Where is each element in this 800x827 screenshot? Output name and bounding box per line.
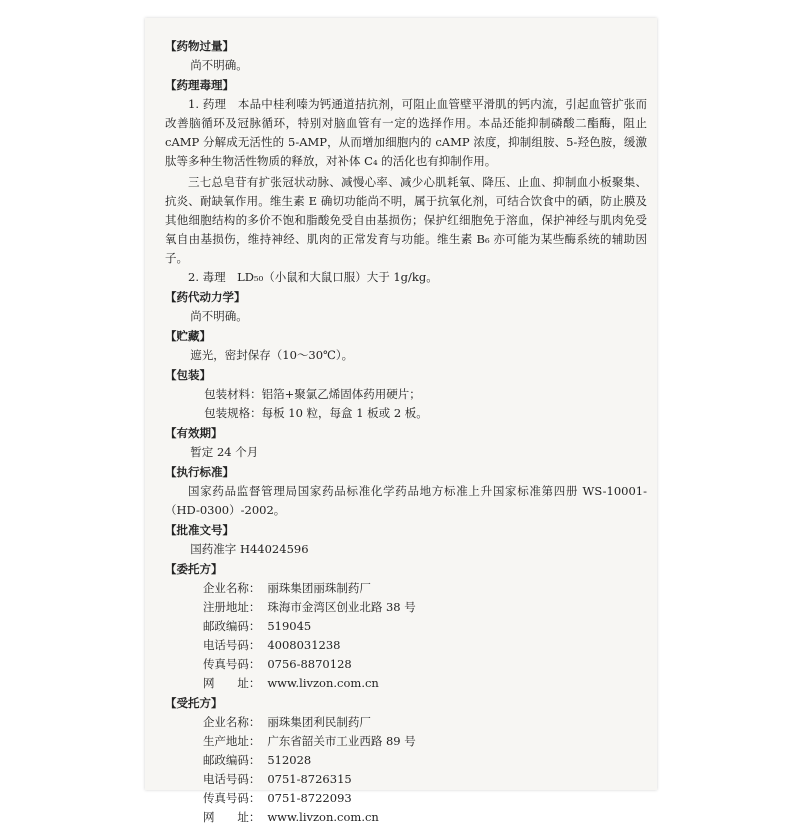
entrusted-party-heading: 【受托方】 [165,696,223,710]
storage-text: 遮光，密封保存（10～30℃）。 [190,348,354,362]
field-label: 企业名称： [202,581,261,595]
field-label: 电话号码： [202,772,261,786]
field-label: 注册地址： [202,600,261,614]
field-label: 传真号码： [202,657,261,671]
pharmacology-paragraph-1: 1. 药理 本品中桂利嗪为钙通道拮抗剂，可阻止血管壁平滑肌的钙内流，引起血管扩张而改善脑循环及冠脉循环，特别对脑血管有一定的选择作用。本品还能抑制磷酸二酯酶，阻止 cAMP 分解成无活性的 5-AMP，从而增加细胞内的 cAMP 浓度，抑制组胺、5-羟色胺，缓激肽等多种生物活性物质的释放，对补体 C₄ 的活化也有抑制作用。 [165,97,647,168]
field-label: 邮政编码： [202,619,261,633]
field-label: 生产地址： [202,734,261,748]
field-label: 企业名称： [202,715,261,729]
pharmacokinetics-heading: 【药代动力学】 [165,290,246,304]
postcode: 512028 [267,753,312,767]
website: www.livzon.com.cn [267,676,379,690]
validity-heading: 【有效期】 [165,426,223,440]
entrusting-company-row [165,579,647,598]
toxicology-paragraph: 2. 毒理 LD₅₀（小鼠和大鼠口服）大于 1g/kg。 [188,270,438,284]
fax-number: 0751-8722093 [267,791,352,805]
pharmacology-heading: 【药理毒理】 [165,78,234,92]
overdose-heading: 【药物过量】 [165,39,234,53]
entrusting-party-heading: 【委托方】 [165,562,223,576]
leaflet-content [165,36,647,827]
entrusting-phone-row [165,636,647,655]
entrusted-website-row [165,808,647,827]
approval-heading: 【批准文号】 [165,523,234,537]
entrusted-phone-row [165,770,647,789]
company-name: 丽珠集团利民制药厂 [267,715,371,729]
entrusting-postcode-row [165,617,647,636]
pharmacology-paragraph-2: 三七总皂苷有扩张冠状动脉、减慢心率、减少心肌耗氧、降压、止血、抑制血小板聚集、抗炎、耐缺氧作用。维生素 E 确切功能尚不明，属于抗氧化剂，可结合饮食中的硒，防止膜及其他细胞结构的多价不饱和脂酸免受自由基损伤；保护红细胞免于溶血，保护神经与肌肉免受氧自由基损伤，维持神经、肌肉的正常发育与功能。维生素 B₆ 亦可能为某些酶系统的辅助因子。 [165,175,647,265]
fax-number: 0756-8870128 [267,657,352,671]
field-label: 传真号码： [202,791,261,805]
entrusted-party-details [165,713,647,827]
entrusting-party-details [165,579,647,693]
pharmacokinetics-text: 尚不明确。 [190,309,248,323]
entrusted-fax-row [165,789,647,808]
package-material: 包装材料：铝箔+聚氯乙烯固体药用硬片； [204,387,421,401]
field-label: 邮政编码： [202,753,261,767]
entrusting-website-row [165,674,647,693]
company-name: 丽珠集团丽珠制药厂 [267,581,371,595]
address: 广东省韶关市工业西路 89 号 [267,734,416,748]
package-heading: 【包装】 [165,368,211,382]
standard-heading: 【执行标准】 [165,465,234,479]
entrusting-address-row [165,598,647,617]
website: www.livzon.com.cn [267,810,379,824]
field-label: 电话号码： [202,638,261,652]
approval-number: 国药准字 H44024596 [190,542,309,556]
storage-heading: 【贮藏】 [165,329,211,343]
entrusted-address-row [165,732,647,751]
standard-text: 国家药品监督管理局国家药品标准化学药品地方标准上升国家标准第四册 WS-10001-（HD-0300）-2002。 [165,484,647,517]
entrusted-postcode-row [165,751,647,770]
validity-text: 暂定 24 个月 [190,445,259,459]
postcode: 519045 [267,619,312,633]
entrusting-fax-row [165,655,647,674]
package-spec: 包装规格：每板 10 粒，每盒 1 板或 2 板。 [204,406,428,420]
field-label: 网 址： [202,676,261,690]
overdose-text: 尚不明确。 [190,58,248,72]
phone-number: 0751-8726315 [267,772,352,786]
phone-number: 4008031238 [267,638,341,652]
address: 珠海市金湾区创业北路 38 号 [267,600,416,614]
field-label: 网 址： [202,810,261,824]
entrusted-company-row [165,713,647,732]
